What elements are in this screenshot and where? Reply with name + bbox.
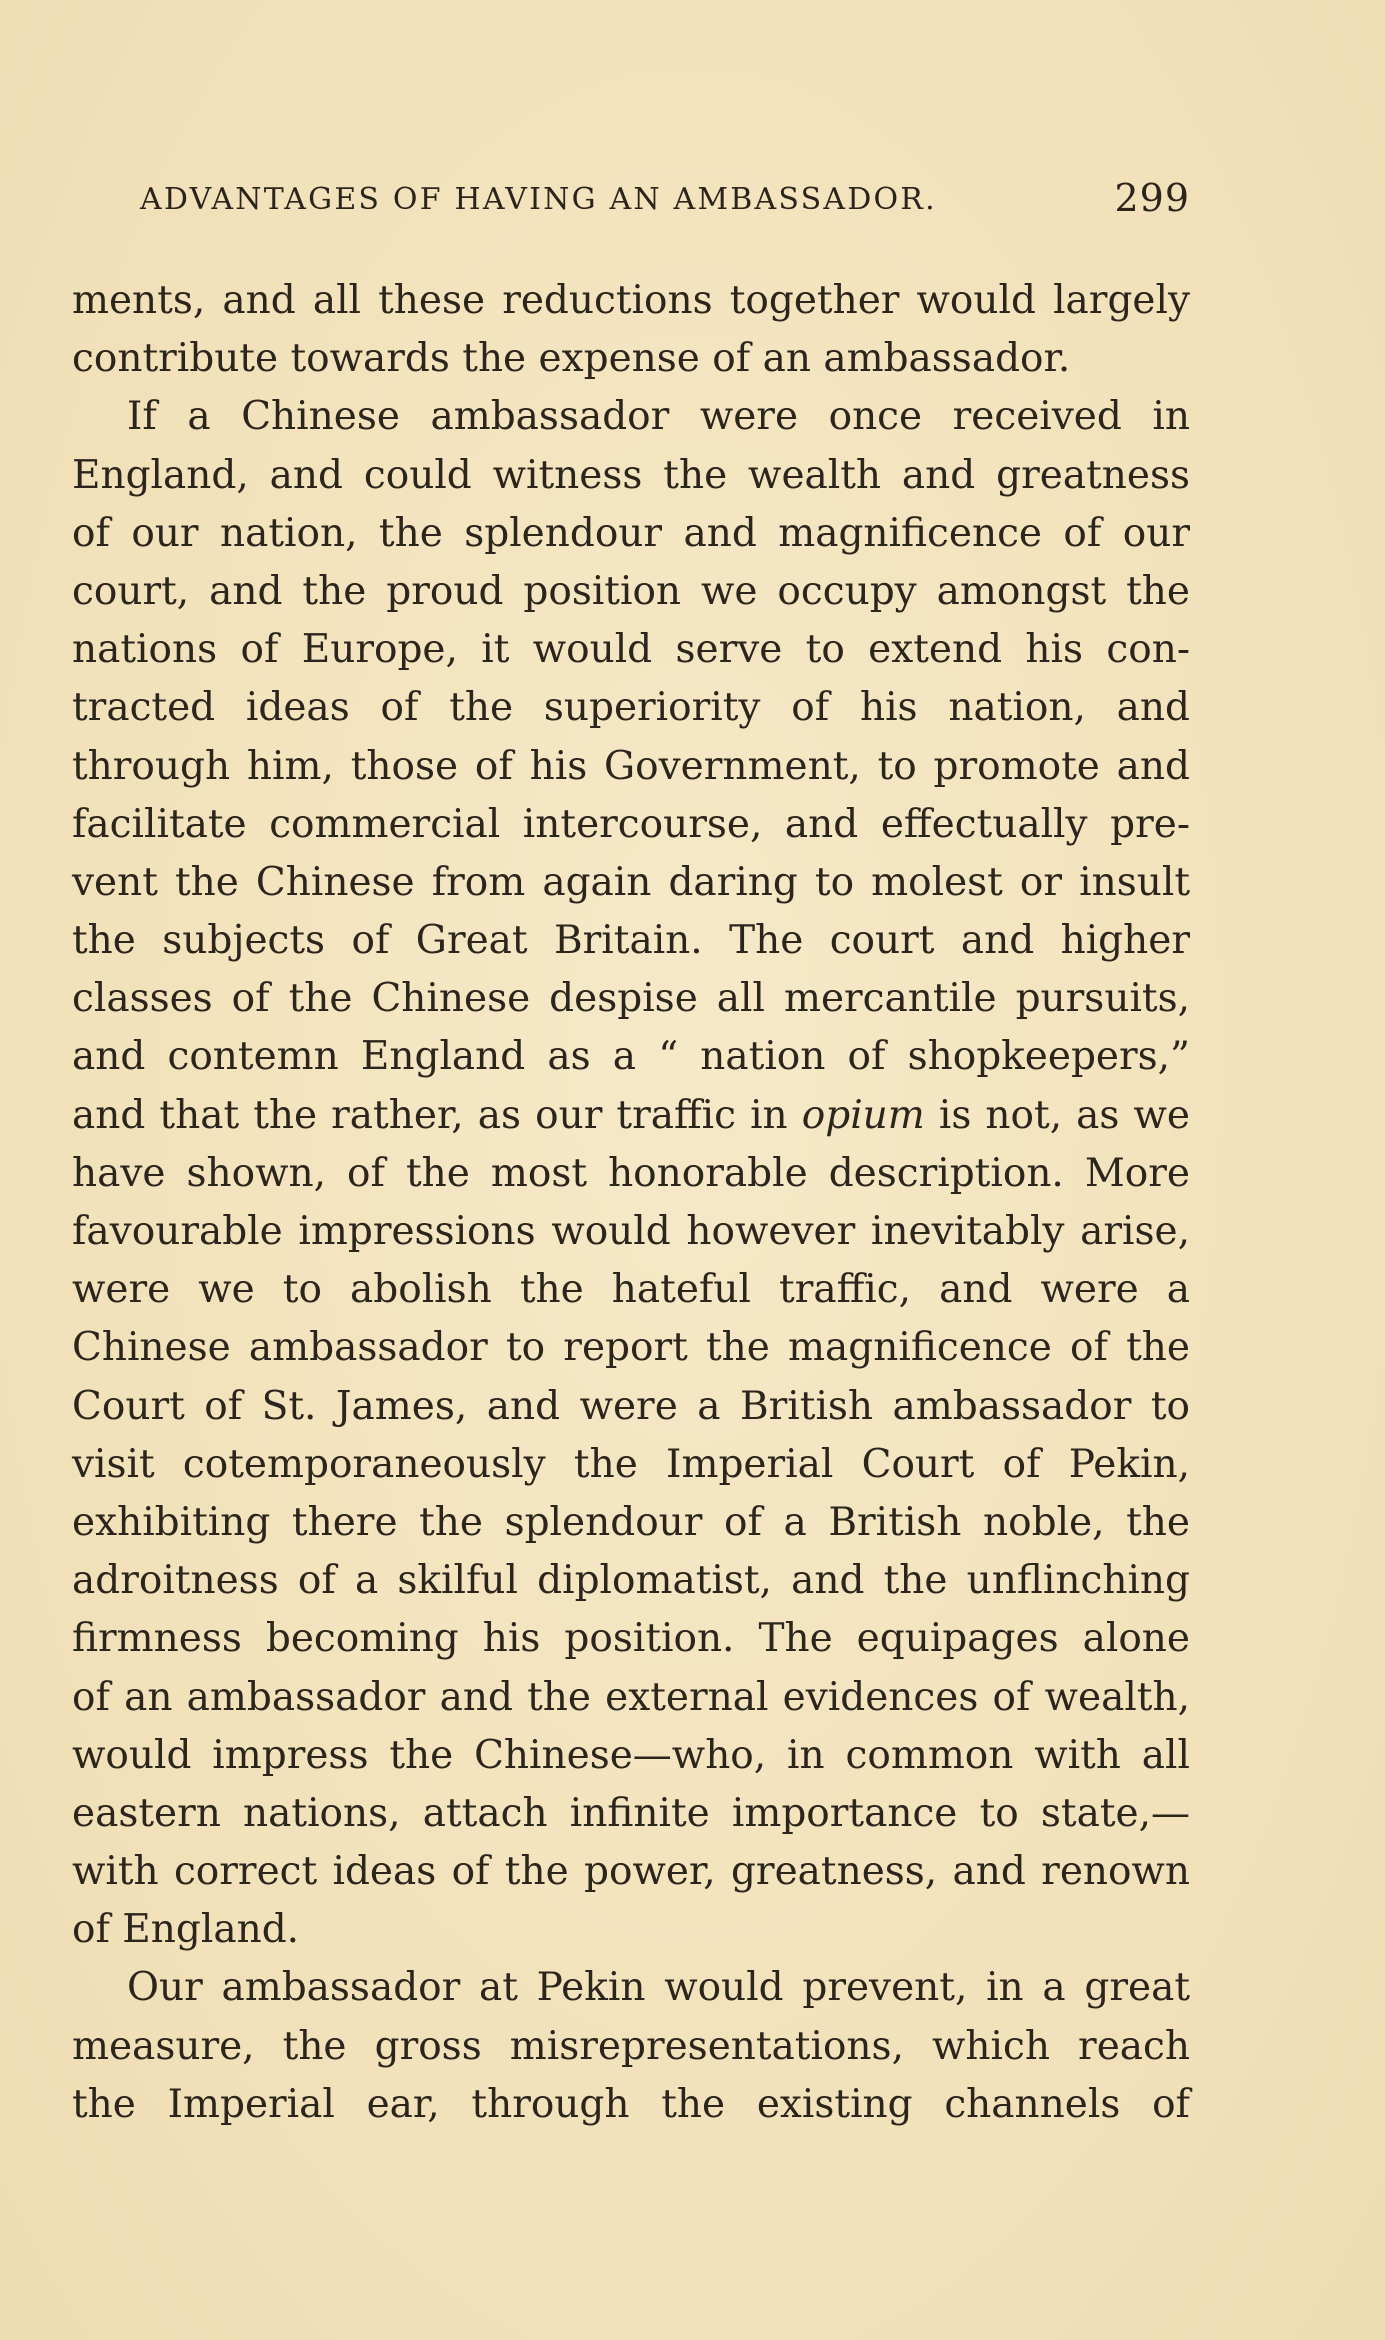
text-segment: is not, as we bbox=[938, 1092, 1190, 1138]
text-line: visit cotemporaneously the Imperial Court of Pekin, bbox=[72, 1441, 1190, 1487]
text-line: nations of Europe, it would serve to extend his con- bbox=[72, 627, 1190, 673]
text-line: tracted ideas of the superiority of his nation, and bbox=[72, 685, 1190, 731]
text-line: ments, and all these reductions together would largely bbox=[72, 278, 1190, 323]
text-line: contribute towards the expense of an ambassador. bbox=[72, 336, 1071, 382]
text-line: favourable impressions would however inevitably arise, bbox=[72, 1209, 1190, 1254]
text-line: were we to abolish the hateful traffic, and were a bbox=[72, 1267, 1190, 1313]
text-line: vent the Chinese from again daring to molest or insult bbox=[72, 859, 1190, 905]
text-line: eastern nations, attach infinite importance to state,— bbox=[72, 1790, 1190, 1836]
text-line: of our nation, the splendour and magnificence of our bbox=[72, 510, 1190, 556]
text-line: would impress the Chinese—who, in common with all bbox=[72, 1732, 1190, 1778]
text-line: Our ambassador at Pekin would prevent, in a great bbox=[127, 1965, 1190, 2011]
text-line: firmness becoming his position. The equipages alone bbox=[72, 1616, 1190, 1662]
text-line: of England. bbox=[72, 1907, 300, 1953]
running-head: ADVANTAGES OF HAVING AN AMBASSADOR. bbox=[140, 182, 937, 217]
text-line: facilitate commercial intercourse, and effectually pre- bbox=[72, 801, 1190, 847]
text-line-with-emphasis bbox=[72, 1087, 1190, 1145]
text-segment: and that the rather, as our traffic in bbox=[72, 1092, 788, 1138]
emphasized-word: opium bbox=[801, 1092, 925, 1138]
page-number: 299 bbox=[1114, 176, 1190, 220]
page-header bbox=[140, 176, 1190, 226]
text-line: classes of the Chinese despise all mercantile pursuits, bbox=[72, 976, 1190, 1022]
text-line: If a Chinese ambassador were once received in bbox=[127, 394, 1190, 440]
text-line: court, and the proud position we occupy amongst the bbox=[72, 568, 1190, 614]
text-line: Chinese ambassador to report the magnificence of the bbox=[72, 1325, 1190, 1371]
text-line: measure, the gross misrepresentations, which reach bbox=[72, 2023, 1190, 2069]
text-line: adroitness of a skilful diplomatist, and the unflinching bbox=[72, 1558, 1190, 1604]
text-line: and contemn England as a “ nation of shopkeepers,” bbox=[72, 1034, 1190, 1080]
text-line: Court of St. James, and were a British ambassador to bbox=[72, 1383, 1190, 1429]
body-text bbox=[72, 272, 1190, 2134]
text-line: through him, those of his Government, to promote and bbox=[72, 743, 1190, 789]
text-line: with correct ideas of the power, greatness, and renown bbox=[72, 1849, 1190, 1895]
text-line: the subjects of Great Britain. The court and higher bbox=[72, 918, 1190, 964]
text-line: the Imperial ear, through the existing channels of bbox=[72, 2081, 1190, 2127]
text-line: of an ambassador and the external evidences of wealth, bbox=[72, 1674, 1190, 1720]
text-line: England, and could witness the wealth and greatness bbox=[72, 452, 1190, 498]
text-line: exhibiting there the splendour of a British noble, the bbox=[72, 1499, 1190, 1545]
text-line: have shown, of the most honorable description. More bbox=[72, 1150, 1190, 1196]
